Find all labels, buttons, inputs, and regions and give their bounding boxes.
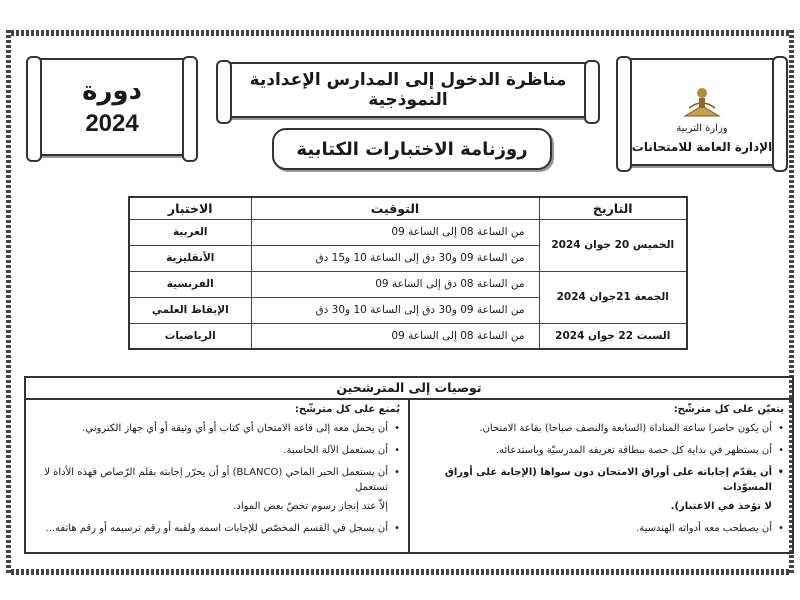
- ministry-logo-icon: [681, 86, 723, 120]
- table-row: [129, 323, 687, 349]
- list-item: • أن يستعمل الحبر الماحي (BLANCO) أو أن يحرّر إجابته بقلم الرّصاص فهذه الأداة لا تستعمل: [34, 465, 400, 495]
- list-item: • أن يقدّم إجاباته على أوراق الامتحان دون سواها (الإجابة على أوراق المسوّدات: [418, 465, 784, 495]
- header-time: التوقيت: [251, 197, 539, 219]
- forbidden-heading: يُمنع على كل مترشّح:: [294, 404, 400, 415]
- table-row: [129, 271, 687, 297]
- header-date: التاريخ: [539, 197, 687, 219]
- session-year: 2024: [85, 110, 139, 137]
- must-column: [410, 400, 792, 552]
- ministry-scroll: [622, 58, 782, 166]
- recommendations-title: توصيات إلى المترشحين: [26, 378, 792, 400]
- list-item-continuation: لا تؤخذ في الاعتبار).: [670, 501, 772, 512]
- date-cell: الجمعة 21جوان 2024: [539, 271, 687, 323]
- subject-cell: الفرنسية: [129, 271, 251, 297]
- table-row: [129, 219, 687, 245]
- list-item: • أن يصطحب معه أدواته الهندسية.: [418, 521, 784, 536]
- page-border-left: [6, 30, 11, 575]
- exam-title: مناظرة الدخول إلى المدارس الإعدادية النموذجية: [249, 70, 567, 110]
- exam-schedule-table: [128, 196, 688, 350]
- time-cell: من الساعة 08 إلى الساعة 09: [251, 323, 539, 349]
- date-cell: الخميس 20 جوان 2024: [539, 219, 687, 271]
- session-year-scroll: [32, 58, 192, 156]
- date-cell: السبت 22 جوان 2024: [539, 323, 687, 349]
- time-cell: من الساعة 08 إلى الساعة 09: [251, 219, 539, 245]
- session-label: دورة: [82, 76, 142, 106]
- exam-subtitle: روزنامة الاختبارات الكتابية: [296, 138, 528, 160]
- subject-cell: الأنقليزية: [129, 245, 251, 271]
- time-cell: من الساعة 09 و30 دق إلى الساعة 10 و30 دق: [251, 297, 539, 323]
- page-border-top: [6, 30, 794, 36]
- must-list: [418, 421, 784, 536]
- list-item: • أن يستظهر في بداية كل حصة ببطاقة تعريفه المدرسيّة وباستدعائه.: [418, 443, 784, 458]
- recommendations-box: [24, 376, 794, 554]
- exam-title-scroll: [222, 62, 594, 118]
- list-item: • أن يحمل معه إلى قاعة الامتحان أي كتاب أو أي وثيقة أو أي جهاز الكتروني.: [34, 421, 400, 436]
- header-subject: الاختبار: [129, 197, 251, 219]
- forbidden-list: [34, 421, 400, 536]
- department-name: الإدارة العامة للامتحانات: [631, 140, 773, 154]
- list-item: • أن يسجل في القسم المخصّص للإجابات اسمه ولقبه أو رقم ترسيمه أو رقم هاتفه...: [34, 521, 400, 536]
- subject-cell: العربية: [129, 219, 251, 245]
- must-heading: يتعيّن على كل مترشّح:: [673, 404, 784, 415]
- table-header-row: [129, 197, 687, 219]
- time-cell: من الساعة 09 و30 دق إلى الساعة 10 و15 دق: [251, 245, 539, 271]
- list-item: • أن يكون حاضرا ساعة المناداة (السابعة والنصف صباحا) بقاعة الامتحان.: [418, 421, 784, 436]
- ministry-name: وزارة التربية: [676, 123, 728, 134]
- subject-cell: الإيقاظ العلمي: [129, 297, 251, 323]
- forbidden-column: [26, 400, 410, 552]
- subject-cell: الرياضيات: [129, 323, 251, 349]
- page-border-bottom: [6, 569, 794, 575]
- list-item-continuation: إلاّ عند إنجاز رسوم تخصّ بعض المواد.: [233, 501, 388, 512]
- time-cell: من الساعة 08 دق إلى الساعة 09: [251, 271, 539, 297]
- subtitle-box: [272, 128, 552, 170]
- list-item: • أن يستعمل الآلة الحاسبة.: [34, 443, 400, 458]
